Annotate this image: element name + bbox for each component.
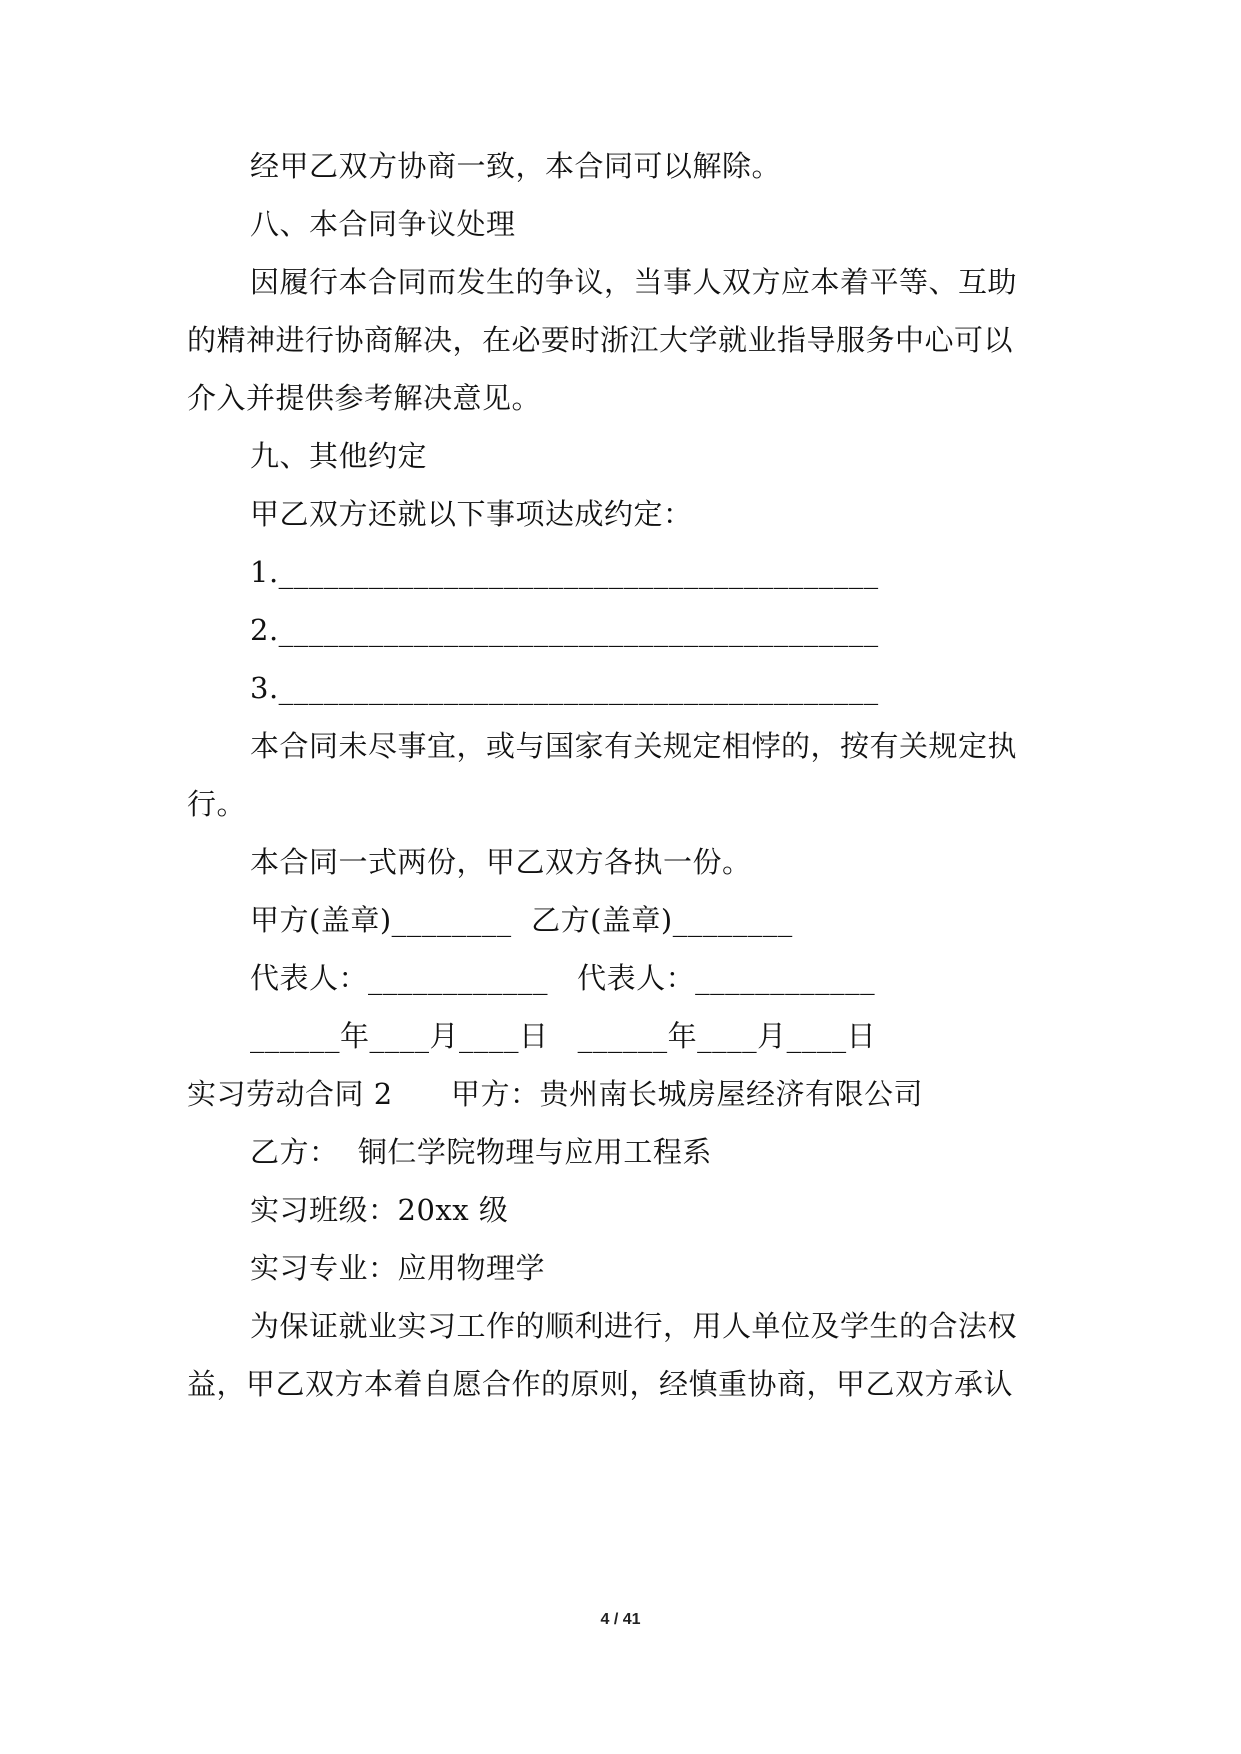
blank-item-line: 3.________________________________________	[250, 671, 879, 705]
party-b-line: 乙方： 铜仁学院物理与应用工程系	[250, 1135, 712, 1169]
representative-line: 代表人：____________ 代表人：____________	[250, 961, 876, 995]
paragraph-line: 的精神进行协商解决，在必要时浙江大学就业指导服务中心可以	[187, 323, 1014, 357]
paragraph-line: 经甲乙双方协商一致，本合同可以解除。	[250, 149, 782, 183]
signature-line: 甲方(盖章)________ 乙方(盖章)________	[250, 903, 793, 937]
class-line: 实习班级：20xx 级	[250, 1193, 509, 1227]
paragraph-line: 益，甲乙双方本着自愿合作的原则，经慎重协商，甲乙双方承认	[187, 1367, 1014, 1401]
blank-item-line: 1.________________________________________	[250, 555, 879, 589]
section-heading: 八、本合同争议处理	[250, 207, 516, 241]
paragraph-line: 因履行本合同而发生的争议，当事人双方应本着平等、互助	[250, 265, 1018, 299]
paragraph-line: 为保证就业实习工作的顺利进行，用人单位及学生的合法权	[250, 1309, 1018, 1343]
blank-item-line: 2.________________________________________	[250, 613, 879, 647]
paragraph-line: 介入并提供参考解决意见。	[187, 381, 542, 415]
paragraph-line: 本合同一式两份，甲乙双方各执一份。	[250, 845, 752, 879]
page-number: 4 / 41	[600, 1611, 641, 1628]
major-line: 实习专业：应用物理学	[250, 1251, 546, 1285]
contract-title-line: 实习劳动合同 2 甲方：贵州南长城房屋经济有限公司	[187, 1077, 923, 1111]
section-heading: 九、其他约定	[250, 439, 428, 473]
paragraph-line: 本合同未尽事宜，或与国家有关规定相悖的，按有关规定执	[250, 729, 1018, 763]
date-line: ______年____月____日 ______年____月____日	[250, 1019, 877, 1053]
paragraph-line: 甲乙双方还就以下事项达成约定：	[250, 497, 693, 531]
paragraph-line: 行。	[187, 787, 247, 821]
